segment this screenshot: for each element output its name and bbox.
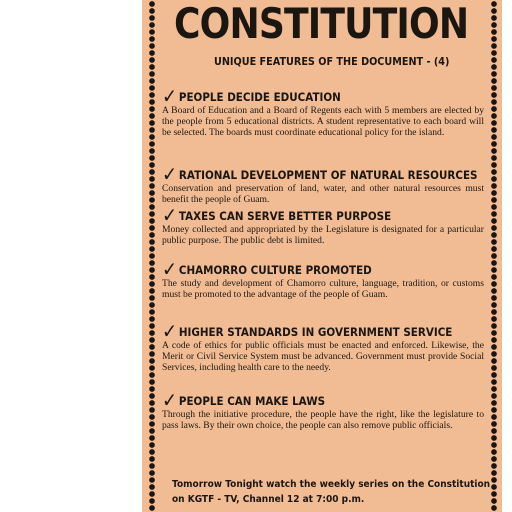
section-body: Money collected and appropriated by the Legislature is designated for a particular public purpose. The public debt is limited. [162, 224, 484, 247]
section-heading [162, 319, 453, 343]
clipping-content [162, 0, 491, 512]
subtitle: UNIQUE FEATURES OF THE DOCUMENT - (4) [214, 56, 450, 68]
section-heading-text: PEOPLE CAN MAKE LAWS [178, 394, 326, 408]
checkmark-icon: ✓ [162, 162, 178, 186]
section-education [162, 84, 484, 139]
section-heading [162, 257, 452, 281]
section-heading-text: RATIONAL DEVELOPMENT OF NATURAL RESOURCES [178, 168, 478, 182]
section-natural-resources [162, 162, 484, 206]
section-body: A Board of Education and a Board of Regents each with 5 members are elected by the people from 5 educational districts. A student representative to each board will be selected. The boards must coordinate educational policy for the island. [162, 105, 484, 139]
checkmark-icon: ✓ [162, 319, 178, 343]
section-chamorro-culture [162, 257, 484, 301]
footer-note: Tomorrow Tonight watch the weekly series on the Constitution on KGTF - TV, Channel 12 at 7:00 p.m. [172, 479, 491, 505]
checkmark-icon: ✓ [162, 203, 178, 227]
section-heading [162, 388, 452, 412]
section-heading [162, 203, 452, 227]
section-body: A code of ethics for public officials must be enacted and enforced. Likewise, the Merit or Civil Service System must be advanced. Government must provide Social Services, including health care to the needy. [162, 340, 484, 374]
checkmark-icon: ✓ [162, 388, 178, 412]
section-taxes [162, 203, 484, 247]
newspaper-clipping [142, 0, 502, 512]
dotted-border-right [490, 0, 498, 512]
section-body: The study and development of Chamorro culture, language, tradition, or customs must be promoted to the advantage of the people of Guam. [162, 278, 484, 301]
section-government-service [162, 319, 484, 374]
section-heading-text: TAXES CAN SERVE BETTER PURPOSE [178, 209, 392, 223]
section-heading [162, 162, 478, 186]
dotted-border-left [148, 0, 156, 512]
section-heading [162, 84, 452, 108]
page-title: CONSTITUTION [174, 0, 469, 48]
section-heading-text: HIGHER STANDARDS IN GOVERNMENT SERVICE [178, 325, 453, 339]
section-make-laws [162, 388, 484, 432]
checkmark-icon: ✓ [162, 257, 178, 281]
section-body: Through the initiative procedure, the people have the right, like the legislature to pass laws. By their own choice, the people can also remove public officials. [162, 409, 484, 432]
section-heading-text: PEOPLE DECIDE EDUCATION [178, 90, 341, 104]
section-heading-text: CHAMORRO CULTURE PROMOTED [178, 263, 372, 277]
section-body: Conservation and preservation of land, water, and other natural resources must benefit the people of Guam. [162, 183, 484, 206]
checkmark-icon: ✓ [162, 84, 178, 108]
